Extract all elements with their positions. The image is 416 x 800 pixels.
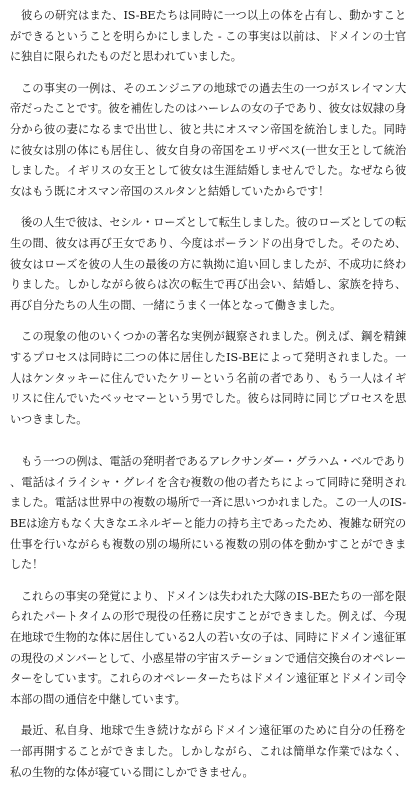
paragraph-steel-process: この現象の他のいくつかの著名な実例が観察されました。例えば、鋼を精錬するプロセスは同時に二つの体に居住したIS-BEによって発明されました。一人はケンタッキーに住んでいたケリーという名前の者であり、もう一人はイギリスに住んでいたベッセマーという男でした。彼らは同時に同じプロセスを思いつきました。	[10, 330, 406, 426]
paragraph-simultaneous-bodies: 彼らの研究はまた、IS-BEたちは同時に一つ以上の体を占有し、動かすことができるということを明らかにしました - この事実は以前は、ドメインの士官に独自に限られたものだと思われていました。	[10, 9, 406, 64]
paragraph-author-duty: 最近、私自身、地球で生き続けながらドメイン遠征軍のために自分の任務を一部再開することができました。しかしながら、これは簡単な作業ではなく、私の生物的な体が寝ている間にしかできません。	[10, 724, 406, 779]
paragraph-cecil-rhodes: 後の人生で彼は、セシル・ローズとして転生しました。彼のローズとしての転生の間、彼女は再び王女であり、今度はポーランドの出身でした。そのため、彼女はローズを彼の人生の最後の方に執拗に追い回しましたが、不成功に終わりました。しかしながら彼らは次の転生で再び出会い、結婚し、家族を持ち、再び自分たちの人生の間、一緒にうまく一体となって働きました。	[10, 216, 406, 312]
paragraph-suleiman-example: この事実の一例は、そのエンジニアの地球での過去生の一つがスレイマン大帝だったことです。彼を補佐したのはハーレムの女の子であり、彼女は奴隷の身分から彼の妻になるまで出世し、彼と共にオスマン帝国を統治しました。同時に彼女は別の体にも居住し、彼女自身の帝国をエリザベス(一世女王として統治しました。イギリスの女王として彼女は生涯結婚しませんでした。なぜなら彼女はもう既にオスマン帝国のスルタンと結婚していたからです！	[10, 81, 406, 198]
paragraph-telephone-example: もう一つの例は、電話の発明者であるアレクサンダー・グラハム・ベルであり、電話はイライシャ・グレイを含む複数の他の者たちによって同時に発明されました。電話は世界中の複数の場所で一斉に思いつかれました。この一人のIS-BEは途方もなく大きなエネルギーと能力の持ち主であったため、複雑な研究の仕事を行いながらも複数の別の場所にいる複数の別の体を動かすことができました！	[10, 455, 406, 572]
paragraph-lost-battalion-duty: これらの事実の発覚により、ドメインは失われた大隊のIS-BEたちの一部を限られたパートタイムの形で現役の任務に戻すことができました。例えば、今現在地球で生物的な体に居住している2人の若い女の子は、同時にドメイン遠征軍の現役のメンバーとして、小惑星帯の宇宙ステーションで通信交換台のオペレーターをしています。これらのオペレーターたちはドメイン遠征軍とドメイン司令本部の間の通信を中継しています。	[10, 589, 406, 706]
